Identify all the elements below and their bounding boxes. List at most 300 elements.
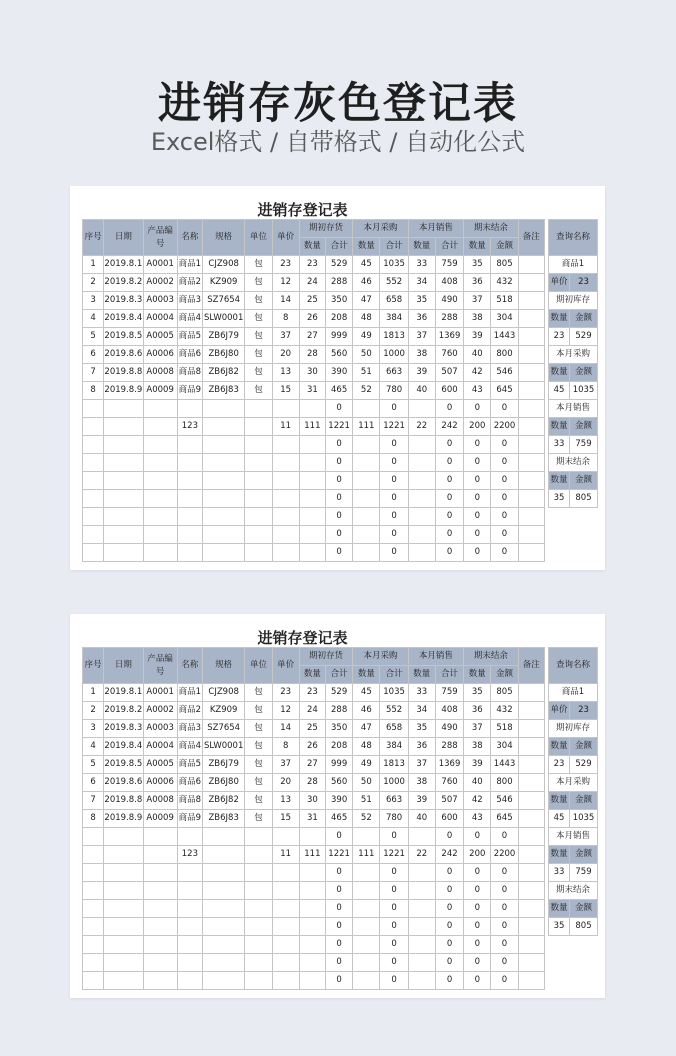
table-cell[interactable]: [299, 454, 325, 472]
table-cell[interactable]: 645: [491, 382, 518, 400]
table-cell[interactable]: [353, 400, 380, 418]
table-cell[interactable]: 35: [464, 684, 491, 702]
table-cell[interactable]: [272, 508, 299, 526]
table-cell[interactable]: [83, 954, 104, 972]
table-cell[interactable]: 1000: [380, 346, 408, 364]
table-cell[interactable]: 商品4: [177, 738, 202, 756]
table-cell[interactable]: 0: [464, 526, 491, 544]
table-cell[interactable]: [518, 954, 544, 972]
table-cell[interactable]: A0005: [143, 328, 177, 346]
table-cell[interactable]: 0: [464, 436, 491, 454]
table-cell[interactable]: 529: [326, 256, 353, 274]
table-cell[interactable]: 518: [491, 292, 518, 310]
table-cell[interactable]: [272, 454, 299, 472]
table-cell[interactable]: 760: [435, 774, 463, 792]
table-cell[interactable]: 39: [464, 328, 491, 346]
table-cell[interactable]: 2019.8.9: [104, 382, 143, 400]
table-cell[interactable]: 0: [435, 972, 463, 990]
table-cell[interactable]: 490: [435, 720, 463, 738]
table-cell[interactable]: KZ909: [202, 274, 244, 292]
table-cell[interactable]: [104, 544, 143, 562]
table-cell[interactable]: [104, 400, 143, 418]
table-cell[interactable]: 25: [299, 720, 325, 738]
table-cell[interactable]: 8: [83, 382, 104, 400]
table-cell[interactable]: 2019.8.6: [104, 774, 143, 792]
table-cell[interactable]: 560: [326, 346, 353, 364]
table-cell[interactable]: 111: [299, 846, 325, 864]
table-cell[interactable]: [143, 882, 177, 900]
table-cell[interactable]: 2019.8.1: [104, 684, 143, 702]
table-cell[interactable]: ZB6J83: [202, 382, 244, 400]
table-cell[interactable]: 0: [491, 918, 518, 936]
table-cell[interactable]: A0001: [143, 684, 177, 702]
table-cell[interactable]: [177, 436, 202, 454]
table-cell[interactable]: [518, 508, 544, 526]
table-cell[interactable]: 商品9: [177, 382, 202, 400]
table-cell[interactable]: 1443: [491, 756, 518, 774]
table-cell[interactable]: 37: [272, 328, 299, 346]
table-cell[interactable]: [408, 454, 435, 472]
table-cell[interactable]: [83, 436, 104, 454]
table-cell[interactable]: [299, 544, 325, 562]
table-cell[interactable]: 4: [83, 310, 104, 328]
table-cell[interactable]: 0: [380, 972, 408, 990]
table-cell[interactable]: 123: [177, 418, 202, 436]
table-cell[interactable]: 0: [435, 526, 463, 544]
table-cell[interactable]: 37: [272, 756, 299, 774]
table-cell[interactable]: 48: [353, 738, 380, 756]
table-cell[interactable]: [353, 454, 380, 472]
table-cell[interactable]: [143, 864, 177, 882]
table-cell[interactable]: [518, 810, 544, 828]
table-cell[interactable]: 0: [435, 508, 463, 526]
table-cell[interactable]: [272, 936, 299, 954]
table-cell[interactable]: [202, 400, 244, 418]
table-cell[interactable]: 45: [353, 256, 380, 274]
table-cell[interactable]: 0: [326, 864, 353, 882]
table-cell[interactable]: 7: [83, 792, 104, 810]
table-cell[interactable]: 560: [326, 774, 353, 792]
table-cell[interactable]: 24: [299, 274, 325, 292]
table-cell[interactable]: 40: [464, 346, 491, 364]
table-cell[interactable]: 23: [272, 684, 299, 702]
table-cell[interactable]: 24: [299, 702, 325, 720]
table-cell[interactable]: 759: [435, 684, 463, 702]
table-cell[interactable]: 包: [245, 702, 272, 720]
table-cell[interactable]: 30: [299, 792, 325, 810]
table-cell[interactable]: 0: [435, 882, 463, 900]
table-cell[interactable]: 384: [380, 738, 408, 756]
table-cell[interactable]: 432: [491, 274, 518, 292]
table-cell[interactable]: [104, 954, 143, 972]
table-cell[interactable]: 780: [380, 810, 408, 828]
table-cell[interactable]: 0: [435, 954, 463, 972]
table-cell[interactable]: [202, 972, 244, 990]
table-cell[interactable]: [143, 508, 177, 526]
table-cell[interactable]: [104, 418, 143, 436]
table-cell[interactable]: 26: [299, 738, 325, 756]
table-cell[interactable]: 0: [380, 472, 408, 490]
table-cell[interactable]: [104, 454, 143, 472]
table-cell[interactable]: 0: [464, 972, 491, 990]
table-cell[interactable]: [299, 526, 325, 544]
table-cell[interactable]: [408, 864, 435, 882]
table-cell[interactable]: [272, 490, 299, 508]
table-cell[interactable]: 0: [491, 972, 518, 990]
table-cell[interactable]: [143, 418, 177, 436]
table-cell[interactable]: 0: [491, 900, 518, 918]
table-cell[interactable]: [202, 864, 244, 882]
table-cell[interactable]: 包: [245, 310, 272, 328]
table-cell[interactable]: 13: [272, 364, 299, 382]
table-cell[interactable]: 包: [245, 684, 272, 702]
table-cell[interactable]: [202, 454, 244, 472]
table-cell[interactable]: 0: [326, 936, 353, 954]
table-cell[interactable]: 35: [464, 256, 491, 274]
table-cell[interactable]: 包: [245, 720, 272, 738]
table-cell[interactable]: 51: [353, 792, 380, 810]
table-cell[interactable]: [245, 918, 272, 936]
table-cell[interactable]: 1: [83, 256, 104, 274]
table-cell[interactable]: 45: [353, 684, 380, 702]
table-cell[interactable]: [408, 954, 435, 972]
table-cell[interactable]: 23: [299, 684, 325, 702]
table-cell[interactable]: 0: [326, 954, 353, 972]
table-cell[interactable]: 0: [491, 954, 518, 972]
table-cell[interactable]: [299, 828, 325, 846]
table-cell[interactable]: [518, 418, 544, 436]
table-cell[interactable]: [518, 684, 544, 702]
table-cell[interactable]: 2200: [491, 846, 518, 864]
table-cell[interactable]: [245, 400, 272, 418]
table-cell[interactable]: 47: [353, 292, 380, 310]
table-cell[interactable]: [104, 918, 143, 936]
table-cell[interactable]: 11: [272, 846, 299, 864]
table-cell[interactable]: 36: [408, 310, 435, 328]
table-cell[interactable]: [245, 882, 272, 900]
table-cell[interactable]: [104, 436, 143, 454]
table-cell[interactable]: [104, 882, 143, 900]
table-cell[interactable]: A0005: [143, 756, 177, 774]
table-cell[interactable]: [143, 526, 177, 544]
table-cell[interactable]: [202, 508, 244, 526]
table-cell[interactable]: [202, 526, 244, 544]
table-cell[interactable]: 0: [464, 544, 491, 562]
table-cell[interactable]: [245, 418, 272, 436]
table-cell[interactable]: [245, 954, 272, 972]
table-cell[interactable]: [143, 400, 177, 418]
table-cell[interactable]: 0: [491, 936, 518, 954]
table-cell[interactable]: [202, 418, 244, 436]
table-cell[interactable]: 1369: [435, 756, 463, 774]
table-cell[interactable]: 包: [245, 792, 272, 810]
table-cell[interactable]: [299, 472, 325, 490]
table-cell[interactable]: [177, 490, 202, 508]
table-cell[interactable]: 0: [464, 882, 491, 900]
table-cell[interactable]: 25: [299, 292, 325, 310]
table-cell[interactable]: 0: [380, 454, 408, 472]
table-cell[interactable]: 0: [491, 882, 518, 900]
table-cell[interactable]: [408, 972, 435, 990]
table-cell[interactable]: [518, 900, 544, 918]
table-cell[interactable]: 0: [464, 954, 491, 972]
table-cell[interactable]: 包: [245, 774, 272, 792]
table-cell[interactable]: 0: [380, 864, 408, 882]
table-cell[interactable]: 529: [326, 684, 353, 702]
table-cell[interactable]: 242: [435, 846, 463, 864]
table-cell[interactable]: 600: [435, 382, 463, 400]
table-cell[interactable]: [518, 972, 544, 990]
table-cell[interactable]: 3: [83, 292, 104, 310]
table-cell[interactable]: A0004: [143, 310, 177, 328]
table-cell[interactable]: 52: [353, 810, 380, 828]
table-cell[interactable]: [518, 310, 544, 328]
table-cell[interactable]: 0: [380, 436, 408, 454]
table-cell[interactable]: 2019.8.2: [104, 702, 143, 720]
table-cell[interactable]: 6: [83, 774, 104, 792]
table-cell[interactable]: [177, 882, 202, 900]
table-cell[interactable]: 0: [435, 936, 463, 954]
table-cell[interactable]: 0: [326, 472, 353, 490]
table-cell[interactable]: [272, 918, 299, 936]
table-cell[interactable]: 208: [326, 310, 353, 328]
table-cell[interactable]: 432: [491, 702, 518, 720]
table-cell[interactable]: [272, 436, 299, 454]
table-cell[interactable]: 14: [272, 292, 299, 310]
table-cell[interactable]: 0: [380, 828, 408, 846]
table-cell[interactable]: 0: [435, 544, 463, 562]
table-cell[interactable]: A0003: [143, 720, 177, 738]
table-cell[interactable]: 31: [299, 810, 325, 828]
table-cell[interactable]: 34: [408, 702, 435, 720]
table-cell[interactable]: 2019.8.9: [104, 810, 143, 828]
table-cell[interactable]: 0: [435, 436, 463, 454]
table-cell[interactable]: [104, 526, 143, 544]
table-cell[interactable]: 384: [380, 310, 408, 328]
table-cell[interactable]: 546: [491, 792, 518, 810]
table-cell[interactable]: 包: [245, 382, 272, 400]
table-cell[interactable]: 759: [435, 256, 463, 274]
table-cell[interactable]: 0: [380, 490, 408, 508]
table-cell[interactable]: 1221: [380, 418, 408, 436]
table-cell[interactable]: [177, 828, 202, 846]
table-cell[interactable]: 50: [353, 346, 380, 364]
table-cell[interactable]: 51: [353, 364, 380, 382]
table-cell[interactable]: 商品2: [177, 702, 202, 720]
table-cell[interactable]: 0: [326, 400, 353, 418]
table-cell[interactable]: [83, 936, 104, 954]
table-cell[interactable]: 2019.8.4: [104, 738, 143, 756]
table-cell[interactable]: [202, 882, 244, 900]
table-cell[interactable]: [143, 972, 177, 990]
table-cell[interactable]: 38: [408, 774, 435, 792]
table-cell[interactable]: 35: [408, 292, 435, 310]
table-cell[interactable]: SLW0001: [202, 738, 244, 756]
table-cell[interactable]: 546: [491, 364, 518, 382]
table-cell[interactable]: 商品8: [177, 364, 202, 382]
table-cell[interactable]: 商品1: [177, 256, 202, 274]
table-cell[interactable]: [177, 900, 202, 918]
table-cell[interactable]: 包: [245, 738, 272, 756]
table-cell[interactable]: 40: [464, 774, 491, 792]
table-cell[interactable]: 包: [245, 364, 272, 382]
table-cell[interactable]: [353, 526, 380, 544]
table-cell[interactable]: 2019.8.3: [104, 720, 143, 738]
table-cell[interactable]: [83, 454, 104, 472]
table-cell[interactable]: [143, 544, 177, 562]
table-cell[interactable]: 50: [353, 774, 380, 792]
table-cell[interactable]: 包: [245, 346, 272, 364]
table-cell[interactable]: [518, 382, 544, 400]
table-cell[interactable]: 0: [326, 972, 353, 990]
table-cell[interactable]: 200: [464, 418, 491, 436]
table-cell[interactable]: 39: [464, 756, 491, 774]
table-cell[interactable]: [143, 490, 177, 508]
table-cell[interactable]: 0: [326, 900, 353, 918]
table-cell[interactable]: 408: [435, 702, 463, 720]
table-cell[interactable]: [518, 490, 544, 508]
table-cell[interactable]: 39: [408, 364, 435, 382]
table-cell[interactable]: [177, 400, 202, 418]
table-cell[interactable]: 2019.8.5: [104, 756, 143, 774]
table-cell[interactable]: [177, 918, 202, 936]
table-cell[interactable]: [104, 846, 143, 864]
table-cell[interactable]: A0009: [143, 382, 177, 400]
table-cell[interactable]: [518, 882, 544, 900]
table-cell[interactable]: [177, 508, 202, 526]
table-cell[interactable]: [518, 328, 544, 346]
table-cell[interactable]: 0: [491, 526, 518, 544]
table-cell[interactable]: 111: [299, 418, 325, 436]
table-cell[interactable]: 0: [435, 454, 463, 472]
table-cell[interactable]: 0: [380, 400, 408, 418]
table-cell[interactable]: 商品8: [177, 792, 202, 810]
table-cell[interactable]: [353, 936, 380, 954]
table-cell[interactable]: 4: [83, 738, 104, 756]
table-cell[interactable]: [518, 756, 544, 774]
table-cell[interactable]: 26: [299, 310, 325, 328]
table-cell[interactable]: 288: [326, 274, 353, 292]
table-cell[interactable]: 46: [353, 274, 380, 292]
table-cell[interactable]: 0: [380, 918, 408, 936]
table-cell[interactable]: 0: [491, 864, 518, 882]
table-cell[interactable]: [104, 900, 143, 918]
table-cell[interactable]: 12: [272, 274, 299, 292]
table-cell[interactable]: [518, 918, 544, 936]
table-cell[interactable]: 0: [326, 882, 353, 900]
table-cell[interactable]: 33: [408, 256, 435, 274]
table-cell[interactable]: 0: [464, 508, 491, 526]
table-cell[interactable]: 商品5: [177, 756, 202, 774]
table-cell[interactable]: [245, 828, 272, 846]
table-cell[interactable]: [104, 828, 143, 846]
table-cell[interactable]: [245, 900, 272, 918]
table-cell[interactable]: 518: [491, 720, 518, 738]
table-cell[interactable]: [408, 936, 435, 954]
table-cell[interactable]: [83, 828, 104, 846]
table-cell[interactable]: 34: [408, 274, 435, 292]
table-cell[interactable]: [299, 508, 325, 526]
table-cell[interactable]: [518, 526, 544, 544]
table-cell[interactable]: 0: [491, 454, 518, 472]
table-cell[interactable]: ZB6J80: [202, 346, 244, 364]
table-cell[interactable]: 0: [435, 400, 463, 418]
table-cell[interactable]: [143, 828, 177, 846]
table-cell[interactable]: [353, 508, 380, 526]
table-cell[interactable]: [143, 846, 177, 864]
table-cell[interactable]: [177, 526, 202, 544]
table-cell[interactable]: [299, 436, 325, 454]
table-cell[interactable]: [299, 954, 325, 972]
table-cell[interactable]: 37: [408, 756, 435, 774]
table-cell[interactable]: 390: [326, 792, 353, 810]
table-cell[interactable]: [518, 792, 544, 810]
table-cell[interactable]: 0: [326, 526, 353, 544]
table-cell[interactable]: A0009: [143, 810, 177, 828]
table-cell[interactable]: ZB6J83: [202, 810, 244, 828]
table-cell[interactable]: [245, 454, 272, 472]
table-cell[interactable]: 663: [380, 364, 408, 382]
table-cell[interactable]: [353, 900, 380, 918]
table-cell[interactable]: [245, 544, 272, 562]
table-cell[interactable]: [518, 936, 544, 954]
table-cell[interactable]: [518, 454, 544, 472]
table-cell[interactable]: [83, 544, 104, 562]
table-cell[interactable]: [83, 490, 104, 508]
table-cell[interactable]: KZ909: [202, 702, 244, 720]
table-cell[interactable]: 38: [464, 738, 491, 756]
table-cell[interactable]: A0008: [143, 792, 177, 810]
table-cell[interactable]: 2: [83, 274, 104, 292]
table-cell[interactable]: 5: [83, 756, 104, 774]
table-cell[interactable]: 1813: [380, 756, 408, 774]
table-cell[interactable]: 0: [464, 900, 491, 918]
table-cell[interactable]: [408, 882, 435, 900]
table-cell[interactable]: 200: [464, 846, 491, 864]
table-cell[interactable]: [202, 954, 244, 972]
table-cell[interactable]: [245, 490, 272, 508]
table-cell[interactable]: A0006: [143, 346, 177, 364]
table-cell[interactable]: [143, 436, 177, 454]
table-cell[interactable]: [202, 918, 244, 936]
table-cell[interactable]: 0: [435, 490, 463, 508]
table-cell[interactable]: 23: [299, 256, 325, 274]
table-cell[interactable]: [245, 972, 272, 990]
table-cell[interactable]: 552: [380, 274, 408, 292]
table-cell[interactable]: [518, 544, 544, 562]
table-cell[interactable]: A0004: [143, 738, 177, 756]
table-cell[interactable]: 28: [299, 346, 325, 364]
table-cell[interactable]: 242: [435, 418, 463, 436]
table-cell[interactable]: [408, 490, 435, 508]
table-cell[interactable]: 7: [83, 364, 104, 382]
table-cell[interactable]: [202, 436, 244, 454]
table-cell[interactable]: 2019.8.1: [104, 256, 143, 274]
table-cell[interactable]: [245, 936, 272, 954]
table-cell[interactable]: 6: [83, 346, 104, 364]
table-cell[interactable]: SLW0001: [202, 310, 244, 328]
table-cell[interactable]: 37: [464, 720, 491, 738]
table-cell[interactable]: 47: [353, 720, 380, 738]
table-cell[interactable]: [518, 292, 544, 310]
table-cell[interactable]: 0: [380, 900, 408, 918]
table-cell[interactable]: 0: [326, 454, 353, 472]
table-cell[interactable]: 49: [353, 756, 380, 774]
table-cell[interactable]: 36: [464, 702, 491, 720]
table-cell[interactable]: [353, 882, 380, 900]
table-cell[interactable]: 507: [435, 364, 463, 382]
table-cell[interactable]: [104, 472, 143, 490]
